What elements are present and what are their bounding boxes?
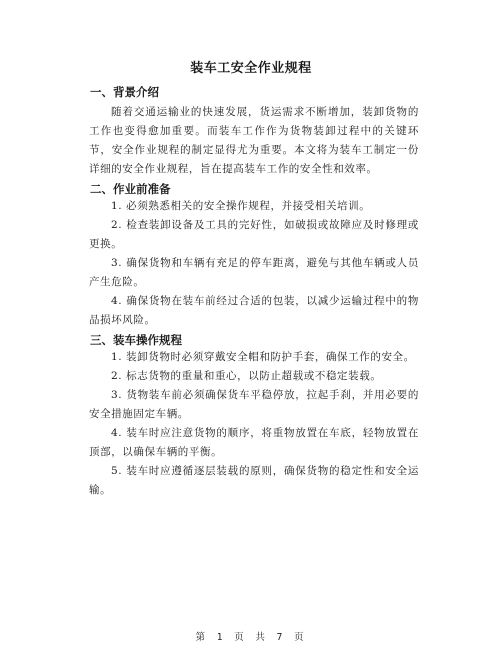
loading-item-1: 1. 装卸货物时必须穿戴安全帽和防护手套，确保工作的安全。: [111, 351, 415, 363]
document-body: [89, 84, 419, 500]
section-preparation: [89, 181, 419, 330]
preparation-item-3: 3. 确保货物和车辆有充足的停车距离，避免与其他车辆或人员产生危险。: [89, 257, 419, 288]
page-number-footer: 第 1 页 共 7 页: [195, 632, 307, 643]
document-title: 装车工安全作业规程: [190, 61, 312, 76]
section-background: [89, 84, 419, 179]
section-heading-preparation: 二、作业前准备: [90, 182, 171, 196]
loading-item-5: 5. 装车时应遵循逐层装载的原则，确保货物的稳定性和安全运输。: [89, 465, 419, 496]
loading-item-3: 3. 货物装车前必须确保货车平稳停放，拉起手刹，并用必要的安全措施固定车辆。: [89, 389, 419, 420]
section-heading-background: 一、背景介绍: [90, 85, 159, 99]
preparation-item-2: 2. 检查装卸设备及工具的完好性，如破损或故障应及时修理或更换。: [89, 219, 419, 250]
loading-item-4: 4. 装车时应注意货物的顺序，将重物放置在车底，轻物放置在顶部，以确保车辆的平衡。: [89, 427, 419, 458]
preparation-item-4: 4. 确保货物在装车前经过合适的包装，以减少运输过程中的物品损坏风险。: [89, 295, 419, 326]
loading-item-2: 2. 标志货物的重量和重心，以防止超载或不稳定装载。: [111, 370, 382, 382]
paragraph-background-intro: 随着交通运输业的快速发展，货运需求不断增加，装卸货物的工作也变得愈加重要。而装车工作作为货物装卸过程中的关键环节，安全作业规程的制定显得尤为重要。本文将为装车工制定一份详细的安全作业规程，旨在提高装车工作的安全性和效率。: [89, 106, 419, 175]
preparation-item-1: 1. 必须熟悉相关的安全操作规程，并接受相关培训。: [111, 200, 371, 212]
section-heading-loading-procedure: 三、装车操作规程: [90, 333, 182, 347]
section-loading-procedure: [89, 332, 419, 500]
